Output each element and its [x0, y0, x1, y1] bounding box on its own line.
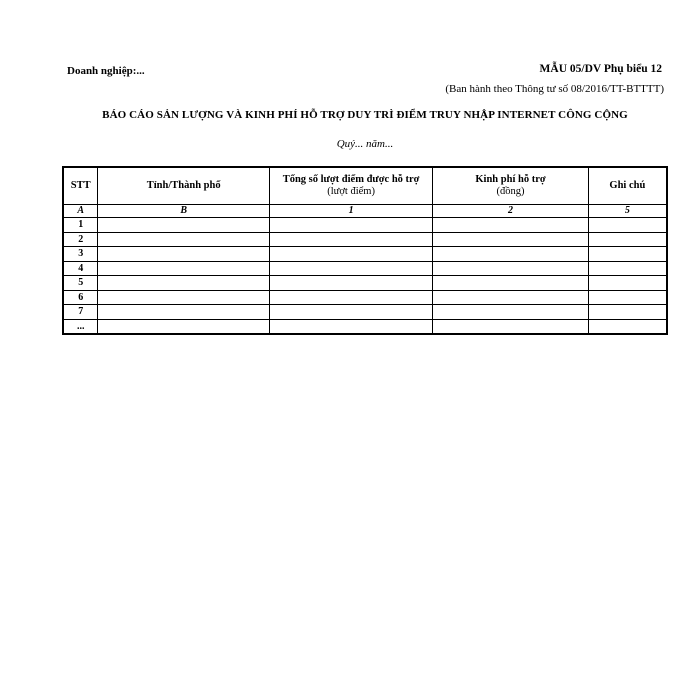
code-cell: B [98, 205, 269, 218]
code-cell: 2 [433, 205, 588, 218]
row-number: ... [63, 319, 98, 334]
enterprise-label: Doanh nghiệp:... [67, 65, 145, 77]
row-number: 6 [63, 290, 98, 305]
report-period: Quý... năm... [336, 138, 394, 150]
header-cost-label: Kinh phí hỗ trợ [475, 174, 546, 185]
note-cell [588, 261, 667, 276]
cost-cell [433, 305, 588, 320]
table-row [63, 247, 667, 262]
cost-cell [433, 319, 588, 334]
table-row [63, 218, 667, 233]
header-cost-unit: (đồng) [496, 186, 525, 197]
table-row [63, 276, 667, 291]
table-row [63, 261, 667, 276]
province-cell [98, 276, 269, 291]
total-cell [269, 305, 432, 320]
province-cell [98, 305, 269, 320]
header-total-label: Tổng số lượt điểm được hỗ trợ [282, 174, 420, 185]
total-cell [269, 218, 432, 233]
code-cell: 1 [269, 205, 432, 218]
note-cell [588, 305, 667, 320]
table-row [63, 319, 667, 334]
note-cell [588, 247, 667, 262]
code-cell: 5 [588, 205, 667, 218]
report-title: BÁO CÁO SẢN LƯỢNG VÀ KINH PHÍ HỖ TRỢ DUY TRÌ ĐIỂM TRUY NHẬP INTERNET CÔNG CỘNG [102, 109, 628, 121]
table-row [63, 305, 667, 320]
header-stt [63, 167, 98, 205]
note-cell [588, 319, 667, 334]
province-cell [98, 290, 269, 305]
province-cell [98, 261, 269, 276]
header-note [588, 167, 667, 205]
note-cell [588, 232, 667, 247]
cost-cell [433, 218, 588, 233]
total-cell [269, 290, 432, 305]
column-code-row [63, 205, 667, 218]
issued-by-note: (Ban hành theo Thông tư số 08/2016/TT-BTTTT) [445, 83, 664, 95]
row-number: 1 [63, 218, 98, 233]
row-number: 7 [63, 305, 98, 320]
province-cell [98, 232, 269, 247]
total-cell [269, 261, 432, 276]
cost-cell [433, 261, 588, 276]
cost-cell [433, 247, 588, 262]
total-cell [269, 319, 432, 334]
header-note-label: Ghi chú [609, 180, 646, 191]
header-province [98, 167, 269, 205]
form-code: MẪU 05/DV Phụ biểu 12 [539, 63, 662, 75]
province-cell [98, 247, 269, 262]
total-cell [269, 232, 432, 247]
code-cell: A [63, 205, 98, 218]
total-cell [269, 247, 432, 262]
cost-cell [433, 290, 588, 305]
header-province-label: Tỉnh/Thành phố [146, 180, 221, 191]
province-cell [98, 319, 269, 334]
row-number: 3 [63, 247, 98, 262]
table-row [63, 232, 667, 247]
note-cell [588, 218, 667, 233]
table-row [63, 290, 667, 305]
note-cell [588, 290, 667, 305]
cost-cell [433, 232, 588, 247]
header-total [269, 167, 432, 205]
row-number: 5 [63, 276, 98, 291]
header-stt-label: STT [70, 180, 91, 191]
province-cell [98, 218, 269, 233]
note-cell [588, 276, 667, 291]
cost-cell [433, 276, 588, 291]
row-number: 2 [63, 232, 98, 247]
row-number: 4 [63, 261, 98, 276]
total-cell [269, 276, 432, 291]
report-table [62, 166, 668, 335]
table-header-row [63, 167, 667, 205]
header-total-unit: (lượt điểm) [327, 186, 375, 197]
header-cost [433, 167, 588, 205]
